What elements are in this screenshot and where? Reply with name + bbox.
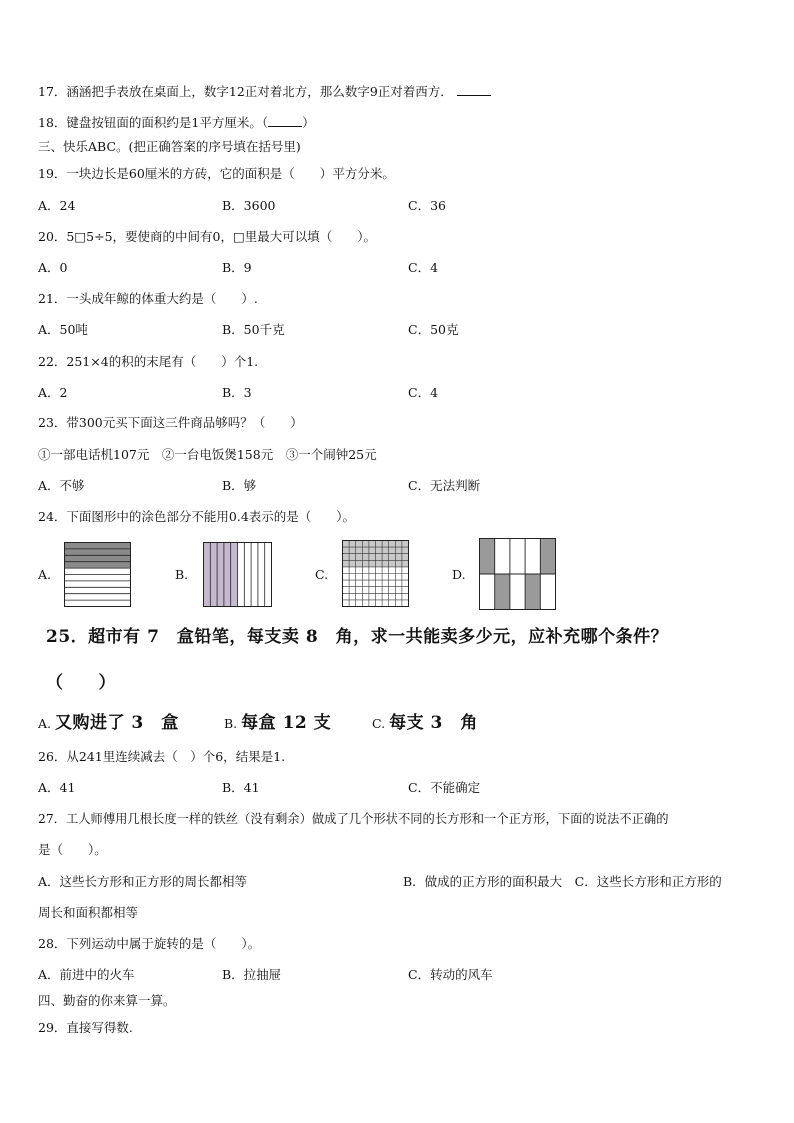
option-a[interactable]: A．这些长方形和正方形的周长都相等	[38, 874, 248, 889]
option-b[interactable]: 每盒 12 支	[241, 713, 332, 733]
figure-a-horizontal-strips[interactable]	[64, 542, 132, 608]
option-b[interactable]: B．41	[222, 780, 260, 795]
option-c-label: C.	[372, 716, 386, 731]
option-c[interactable]: C．4	[408, 260, 439, 275]
question-18-text: 18．键盘按钮面的面积约是1平方厘米。（	[38, 115, 269, 130]
option-c[interactable]: C．无法判断	[408, 478, 481, 493]
option-b[interactable]: B．够	[222, 478, 257, 493]
option-c[interactable]: C．转动的风车	[408, 967, 493, 982]
figure-c-grid[interactable]	[342, 540, 412, 608]
question-28-text: 28．下列运动中属于旋转的是（ ）。	[38, 936, 261, 951]
option-b-c[interactable]: B．做成的正方形的面积最大 C．这些长方形和正方形的	[403, 874, 722, 889]
question-21-text: 21．一头成年鲸的体重大约是（ ）.	[38, 291, 258, 306]
option-a[interactable]: A．不够	[38, 478, 85, 493]
paren-close: ）	[302, 115, 315, 130]
question-22-text: 22．251×4的积的末尾有（ ）个1.	[38, 354, 259, 369]
question-27-text: 27．工人师傅用几根长度一样的铁丝（没有剩余）做成了几个形状不同的长方形和一个正方形，下面的说法不正确的	[38, 812, 669, 826]
option-a[interactable]: A．41	[38, 780, 76, 795]
option-c[interactable]: C．36	[408, 198, 446, 213]
option-c[interactable]: C．4	[408, 385, 439, 400]
figure-d-columns[interactable]	[479, 538, 559, 612]
question-17-text: 17．涵涵把手表放在桌面上，数字12正对着北方，那么数字9正对着西方．	[38, 84, 453, 99]
option-a-label[interactable]: A.	[38, 567, 52, 582]
answer-blank[interactable]	[457, 84, 491, 96]
question-20-text: 20．5□5÷5，要使商的中间有0，□里最大可以填（ ）。	[38, 229, 377, 244]
option-b[interactable]: B．3	[222, 385, 252, 400]
option-a[interactable]: A．2	[38, 385, 68, 400]
question-23-text: 23．带300元买下面这三件商品够吗？（ ）	[38, 415, 303, 430]
question-29-text: 29．直接写得数.	[38, 1020, 133, 1035]
section-4-heading: 四、勤奋的你来算一算。	[38, 993, 176, 1008]
option-b-label: B.	[224, 716, 238, 731]
option-a-label: A.	[38, 716, 52, 731]
question-26-text: 26．从241里连续减去（ ）个6，结果是1.	[38, 749, 286, 764]
figure-b-vertical-strips[interactable]	[203, 542, 273, 608]
option-c[interactable]: C．50克	[408, 322, 459, 337]
section-3-heading: 三、快乐ABC。(把正确答案的序号填在括号里)	[38, 139, 301, 154]
answer-blank[interactable]	[268, 115, 302, 127]
option-c-label[interactable]: C.	[315, 567, 329, 582]
question-24-text: 24．下面图形中的涂色部分不能用0.4表示的是（ ）。	[38, 509, 356, 524]
question-23-items: ①一部电话机107元 ②一台电饭煲158元 ③一个闹钟25元	[38, 447, 377, 462]
option-c[interactable]: 每支 3 角	[389, 713, 478, 733]
option-b[interactable]: B．拉抽屉	[222, 967, 282, 982]
option-b[interactable]: B．3600	[222, 198, 276, 213]
option-a[interactable]: A．24	[38, 198, 76, 213]
option-c[interactable]: C．不能确定	[408, 780, 481, 795]
question-25-text: 25．超市有 7 盒铅笔，每支卖 8 角，求一共能卖多少元，应补充哪个条件？	[46, 627, 669, 647]
option-a[interactable]: 又购进了 3 盒	[55, 713, 179, 733]
option-b[interactable]: B．9	[222, 260, 252, 275]
question-25-paren[interactable]: （ ）	[46, 673, 116, 693]
option-b[interactable]: B．50千克	[222, 322, 285, 337]
question-19-text: 19．一块边长是60厘米的方砖，它的面积是（ ）平方分米。	[38, 166, 395, 181]
question-18	[38, 115, 315, 131]
option-a[interactable]: A．0	[38, 260, 68, 275]
option-b-label[interactable]: B.	[175, 567, 189, 582]
question-27-text-cont: 是（ ）。	[38, 842, 107, 857]
option-c-cont: 周长和面积都相等	[38, 905, 139, 920]
question-17	[38, 84, 491, 100]
option-a[interactable]: A．50吨	[38, 322, 88, 337]
option-a[interactable]: A．前进中的火车	[38, 967, 135, 982]
option-d-label[interactable]: D.	[452, 567, 466, 582]
